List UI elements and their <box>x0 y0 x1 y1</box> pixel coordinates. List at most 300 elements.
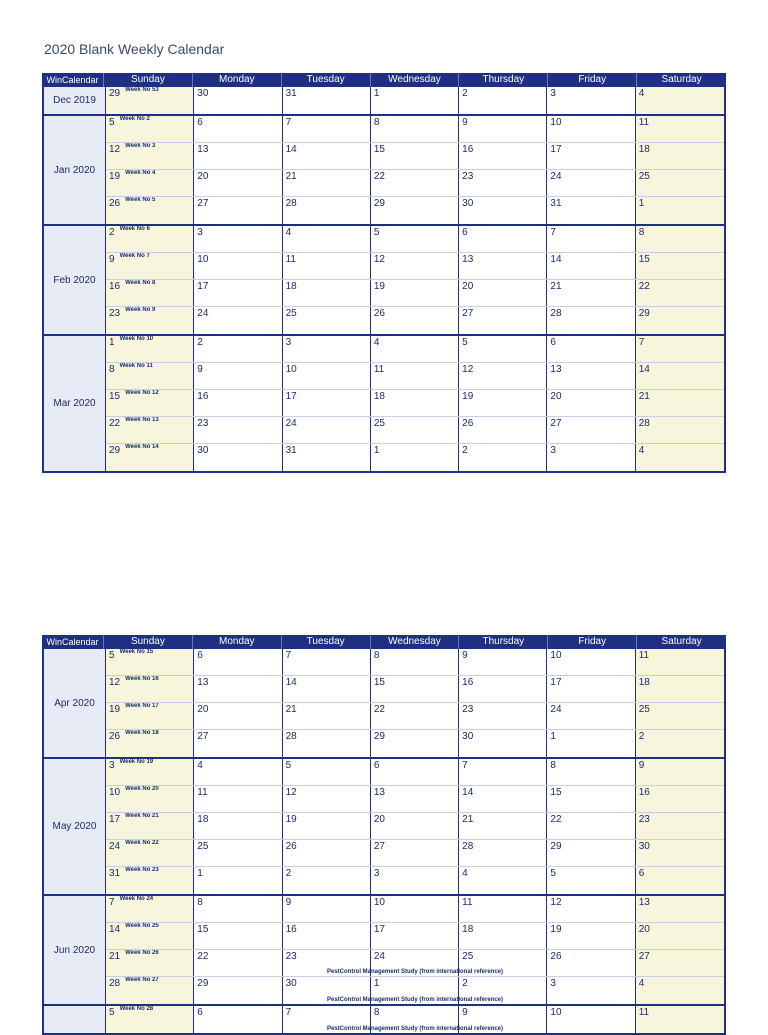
day-cell[interactable] <box>194 840 282 866</box>
day-cell[interactable] <box>106 676 194 702</box>
day-cell[interactable] <box>371 336 459 362</box>
day-cell[interactable] <box>547 170 635 196</box>
day-number: 22 <box>373 704 385 715</box>
day-number: 12 <box>462 364 474 375</box>
day-cell[interactable] <box>636 950 724 976</box>
day-cell[interactable] <box>547 840 635 866</box>
day-cell[interactable] <box>194 786 282 812</box>
day-cell[interactable] <box>106 336 194 362</box>
day-cell[interactable] <box>194 363 282 389</box>
day-number: 17 <box>550 677 562 688</box>
day-number: 28 <box>550 308 562 319</box>
day-cell[interactable] <box>459 253 547 279</box>
day-cell[interactable] <box>106 703 194 729</box>
day-cell[interactable] <box>194 336 282 362</box>
day-cell[interactable] <box>371 786 459 812</box>
day-cell[interactable] <box>459 676 547 702</box>
event-note: PestControl Management Study (from international reference) <box>326 1026 504 1032</box>
day-cell[interactable] <box>547 444 635 471</box>
day-cell[interactable] <box>194 977 282 1004</box>
day-number: 25 <box>638 171 650 182</box>
day-cell[interactable] <box>106 840 194 866</box>
day-cell[interactable] <box>106 923 194 949</box>
day-cell[interactable] <box>194 280 282 306</box>
day-number: 12 <box>109 144 121 155</box>
day-cell[interactable] <box>459 280 547 306</box>
day-cell[interactable] <box>459 867 547 894</box>
day-number: 23 <box>462 704 474 715</box>
day-cell[interactable] <box>283 896 371 922</box>
day-cell[interactable] <box>106 253 194 279</box>
day-cell[interactable] <box>371 1006 459 1033</box>
week-row <box>106 170 724 197</box>
day-cell[interactable] <box>371 896 459 922</box>
header-day-friday: Friday <box>548 73 637 87</box>
week-number-label: Week No 24 <box>119 896 154 902</box>
day-number: 27 <box>197 731 209 742</box>
day-number: 28 <box>109 978 121 989</box>
day-cell[interactable] <box>371 867 459 894</box>
day-cell[interactable] <box>194 197 282 224</box>
month-label: Mar 2020 <box>44 336 106 471</box>
day-cell[interactable] <box>371 226 459 252</box>
day-number: 31 <box>550 198 562 209</box>
day-cell[interactable] <box>636 896 724 922</box>
day-cell[interactable] <box>371 977 459 1004</box>
week-row <box>106 253 724 280</box>
day-number: 5 <box>109 1007 115 1018</box>
day-number: 8 <box>638 227 645 238</box>
day-cell[interactable] <box>547 417 635 443</box>
day-cell[interactable] <box>106 649 194 675</box>
day-number: 7 <box>109 897 115 908</box>
day-number: 16 <box>285 924 297 935</box>
day-cell[interactable] <box>636 703 724 729</box>
day-cell[interactable] <box>636 786 724 812</box>
day-cell[interactable] <box>459 226 547 252</box>
day-cell[interactable] <box>106 867 194 894</box>
day-cell[interactable] <box>371 170 459 196</box>
day-cell[interactable] <box>194 703 282 729</box>
day-cell[interactable] <box>371 87 459 114</box>
day-number: 21 <box>550 281 562 292</box>
day-number: 3 <box>550 445 556 456</box>
day-cell[interactable] <box>283 143 371 169</box>
day-cell[interactable] <box>547 923 635 949</box>
day-number: 14 <box>550 254 562 265</box>
day-cell[interactable] <box>459 730 547 757</box>
day-cell[interactable] <box>459 170 547 196</box>
day-cell[interactable] <box>636 197 724 224</box>
day-cell[interactable] <box>283 170 371 196</box>
day-cell[interactable] <box>194 116 282 142</box>
calendar-table-q2 <box>42 635 726 1035</box>
week-number-label: Week No 16 <box>125 676 159 682</box>
day-cell[interactable] <box>106 896 194 922</box>
month-block <box>42 226 726 336</box>
day-cell[interactable] <box>547 390 635 416</box>
day-cell[interactable] <box>194 226 282 252</box>
day-cell[interactable] <box>547 730 635 757</box>
day-cell[interactable] <box>459 703 547 729</box>
day-cell[interactable] <box>636 759 724 785</box>
day-number: 31 <box>109 868 121 879</box>
day-cell[interactable] <box>547 253 635 279</box>
day-number: 28 <box>285 198 297 209</box>
day-cell[interactable] <box>636 676 724 702</box>
day-cell[interactable] <box>459 444 547 471</box>
week-row <box>106 390 724 417</box>
day-number: 4 <box>638 88 645 99</box>
day-cell[interactable] <box>283 87 371 114</box>
day-number: 18 <box>285 281 297 292</box>
day-cell[interactable] <box>636 336 724 362</box>
day-cell[interactable] <box>459 143 547 169</box>
day-cell[interactable] <box>194 444 282 471</box>
day-cell[interactable] <box>459 307 547 334</box>
day-cell[interactable] <box>194 813 282 839</box>
day-cell[interactable] <box>283 197 371 224</box>
month-block <box>42 1006 726 1035</box>
day-number: 22 <box>197 951 209 962</box>
day-number: 18 <box>462 924 474 935</box>
week-number-label: Week No 7 <box>119 253 150 259</box>
day-cell[interactable] <box>459 840 547 866</box>
day-cell[interactable] <box>636 226 724 252</box>
week-row <box>106 444 724 471</box>
day-cell[interactable] <box>106 87 194 114</box>
day-cell[interactable] <box>459 649 547 675</box>
day-cell[interactable] <box>194 307 282 334</box>
week-row <box>106 977 724 1004</box>
day-cell[interactable] <box>283 444 371 471</box>
day-cell[interactable] <box>547 336 635 362</box>
day-cell[interactable] <box>371 813 459 839</box>
day-cell[interactable] <box>194 759 282 785</box>
day-cell[interactable] <box>371 363 459 389</box>
calendar-table-q1 <box>42 73 726 473</box>
day-cell[interactable] <box>459 759 547 785</box>
day-cell[interactable] <box>106 759 194 785</box>
day-cell[interactable] <box>283 390 371 416</box>
week-number-label: Week No 20 <box>125 786 159 792</box>
day-cell[interactable] <box>371 253 459 279</box>
month-block <box>42 116 726 226</box>
day-cell[interactable] <box>636 923 724 949</box>
day-number: 16 <box>197 391 209 402</box>
day-cell[interactable] <box>547 1006 635 1033</box>
day-cell[interactable] <box>194 950 282 976</box>
week-row <box>106 896 724 923</box>
day-cell[interactable] <box>283 253 371 279</box>
day-cell[interactable] <box>283 280 371 306</box>
day-number: 7 <box>285 1007 292 1018</box>
day-cell[interactable] <box>283 417 371 443</box>
day-cell[interactable] <box>283 786 371 812</box>
day-cell[interactable] <box>459 813 547 839</box>
week-number-label: Week No 2 <box>119 116 150 122</box>
day-number: 28 <box>285 731 297 742</box>
day-cell[interactable] <box>636 170 724 196</box>
day-number: 23 <box>285 951 297 962</box>
day-cell[interactable] <box>106 977 194 1004</box>
day-cell[interactable] <box>194 867 282 894</box>
day-number: 19 <box>109 171 121 182</box>
day-cell[interactable] <box>547 867 635 894</box>
day-number: 20 <box>462 281 474 292</box>
day-number: 30 <box>462 198 474 209</box>
day-cell[interactable] <box>371 950 459 976</box>
week-row <box>106 786 724 813</box>
day-cell[interactable] <box>194 87 282 114</box>
day-cell[interactable] <box>547 676 635 702</box>
day-cell[interactable] <box>371 649 459 675</box>
day-number: 4 <box>285 227 292 238</box>
day-cell[interactable] <box>459 87 547 114</box>
month-label: Dec 2019 <box>44 87 106 114</box>
day-cell[interactable] <box>194 923 282 949</box>
day-cell[interactable] <box>636 444 724 471</box>
day-cell[interactable] <box>283 336 371 362</box>
day-cell[interactable] <box>636 840 724 866</box>
day-cell[interactable] <box>194 676 282 702</box>
day-cell[interactable] <box>194 896 282 922</box>
day-number: 2 <box>638 731 645 742</box>
day-number: 16 <box>109 281 121 292</box>
month-label: May 2020 <box>44 759 106 894</box>
day-cell[interactable] <box>194 390 282 416</box>
day-cell[interactable] <box>636 143 724 169</box>
day-cell[interactable] <box>636 363 724 389</box>
day-number: 16 <box>462 144 474 155</box>
day-cell[interactable] <box>547 197 635 224</box>
day-cell[interactable] <box>459 977 547 1004</box>
day-cell[interactable] <box>371 923 459 949</box>
day-number: 15 <box>373 677 385 688</box>
day-cell[interactable] <box>459 116 547 142</box>
day-cell[interactable] <box>194 170 282 196</box>
day-cell[interactable] <box>106 730 194 757</box>
day-cell[interactable] <box>636 1006 724 1033</box>
day-cell[interactable] <box>459 786 547 812</box>
day-cell[interactable] <box>283 1006 371 1033</box>
month-block <box>42 896 726 1006</box>
day-cell[interactable] <box>194 417 282 443</box>
day-cell[interactable] <box>371 390 459 416</box>
day-number: 30 <box>197 445 209 456</box>
day-cell[interactable] <box>106 197 194 224</box>
day-cell[interactable] <box>194 143 282 169</box>
day-cell[interactable] <box>283 226 371 252</box>
day-cell[interactable] <box>194 253 282 279</box>
day-cell[interactable] <box>636 280 724 306</box>
day-cell[interactable] <box>459 1006 547 1033</box>
day-cell[interactable] <box>547 813 635 839</box>
day-number: 3 <box>550 978 556 989</box>
day-cell[interactable] <box>283 730 371 757</box>
day-number: 1 <box>197 868 203 879</box>
day-cell[interactable] <box>459 336 547 362</box>
day-cell[interactable] <box>106 417 194 443</box>
day-cell[interactable] <box>636 813 724 839</box>
day-cell[interactable] <box>371 280 459 306</box>
day-cell[interactable] <box>106 813 194 839</box>
day-cell[interactable] <box>547 649 635 675</box>
day-number: 13 <box>373 787 385 798</box>
day-cell[interactable] <box>371 730 459 757</box>
day-cell[interactable] <box>636 867 724 894</box>
day-number: 29 <box>197 978 209 989</box>
day-cell[interactable] <box>547 759 635 785</box>
day-number: 10 <box>197 254 209 265</box>
day-cell[interactable] <box>106 170 194 196</box>
day-cell[interactable] <box>106 444 194 471</box>
week-rows <box>106 87 724 114</box>
day-cell[interactable] <box>371 703 459 729</box>
day-number: 10 <box>550 1007 562 1018</box>
day-cell[interactable] <box>459 363 547 389</box>
day-cell[interactable] <box>636 116 724 142</box>
day-cell[interactable] <box>283 950 371 976</box>
week-rows <box>106 116 724 224</box>
day-cell[interactable] <box>547 950 635 976</box>
week-number-label: Week No 3 <box>125 143 156 149</box>
day-cell[interactable] <box>283 977 371 1004</box>
day-cell[interactable] <box>459 417 547 443</box>
day-cell[interactable] <box>283 759 371 785</box>
day-number: 28 <box>638 418 650 429</box>
week-number-label: Week No 26 <box>125 950 159 956</box>
day-number: 2 <box>109 227 115 238</box>
day-number: 24 <box>197 308 209 319</box>
day-cell[interactable] <box>547 363 635 389</box>
day-cell[interactable] <box>194 649 282 675</box>
day-cell[interactable] <box>636 390 724 416</box>
day-cell[interactable] <box>371 417 459 443</box>
day-cell[interactable] <box>547 143 635 169</box>
calendar-header <box>42 73 726 87</box>
month-label <box>44 1006 106 1033</box>
page-title: 2020 Blank Weekly Calendar <box>44 41 225 57</box>
day-number: 14 <box>109 924 121 935</box>
day-cell[interactable] <box>547 703 635 729</box>
day-cell[interactable] <box>636 307 724 334</box>
day-number: 10 <box>373 897 385 908</box>
day-number: 13 <box>638 897 650 908</box>
header-day-saturday: Saturday <box>661 636 702 647</box>
day-cell[interactable] <box>636 87 724 114</box>
day-number: 6 <box>197 1007 203 1018</box>
day-cell[interactable] <box>547 116 635 142</box>
day-cell[interactable] <box>371 116 459 142</box>
day-cell[interactable] <box>106 363 194 389</box>
day-number: 10 <box>550 117 562 128</box>
day-number: 20 <box>550 391 562 402</box>
day-cell[interactable] <box>106 280 194 306</box>
day-cell[interactable] <box>283 307 371 334</box>
day-cell[interactable] <box>547 786 635 812</box>
day-cell[interactable] <box>283 923 371 949</box>
day-cell[interactable] <box>459 896 547 922</box>
day-cell[interactable] <box>459 950 547 976</box>
day-cell[interactable] <box>371 840 459 866</box>
day-cell[interactable] <box>459 923 547 949</box>
day-number: 8 <box>373 117 380 128</box>
day-cell[interactable] <box>459 197 547 224</box>
day-number: 6 <box>462 227 468 238</box>
day-cell[interactable] <box>636 417 724 443</box>
day-cell[interactable] <box>547 226 635 252</box>
day-cell[interactable] <box>371 676 459 702</box>
day-cell[interactable] <box>106 390 194 416</box>
day-cell[interactable] <box>636 253 724 279</box>
day-cell[interactable] <box>547 87 635 114</box>
day-cell[interactable] <box>106 786 194 812</box>
day-cell[interactable] <box>106 307 194 334</box>
week-number-label: Week No 10 <box>119 336 154 342</box>
day-cell[interactable] <box>547 280 635 306</box>
day-cell[interactable] <box>371 197 459 224</box>
day-cell[interactable] <box>371 307 459 334</box>
day-number: 11 <box>638 1007 650 1018</box>
day-cell[interactable] <box>547 896 635 922</box>
day-cell[interactable] <box>371 759 459 785</box>
week-row <box>106 307 724 334</box>
day-cell[interactable] <box>194 1006 282 1033</box>
day-number: 8 <box>373 1007 380 1018</box>
day-cell[interactable] <box>459 390 547 416</box>
day-cell[interactable] <box>371 444 459 471</box>
week-row <box>106 867 724 894</box>
day-cell[interactable] <box>283 649 371 675</box>
day-cell[interactable] <box>106 143 194 169</box>
day-number: 24 <box>373 951 385 962</box>
day-cell[interactable] <box>106 116 194 142</box>
day-number: 8 <box>197 897 203 908</box>
month-block <box>42 759 726 896</box>
day-cell[interactable] <box>283 363 371 389</box>
day-cell[interactable] <box>547 977 635 1004</box>
week-row <box>106 676 724 703</box>
day-number: 20 <box>638 924 650 935</box>
day-cell[interactable] <box>106 950 194 976</box>
header-day-thursday: Thursday <box>459 635 548 649</box>
week-row <box>106 730 724 757</box>
day-cell[interactable] <box>106 226 194 252</box>
day-number: 21 <box>462 814 474 825</box>
day-number: 11 <box>373 364 385 375</box>
day-cell[interactable] <box>547 307 635 334</box>
day-cell[interactable] <box>283 703 371 729</box>
day-number: 29 <box>109 88 121 99</box>
day-cell[interactable] <box>194 730 282 757</box>
day-cell[interactable] <box>371 143 459 169</box>
day-cell[interactable] <box>106 1006 194 1033</box>
day-cell[interactable] <box>283 116 371 142</box>
day-cell[interactable] <box>636 977 724 1004</box>
day-cell[interactable] <box>283 840 371 866</box>
day-cell[interactable] <box>283 867 371 894</box>
day-cell[interactable] <box>283 813 371 839</box>
month-block <box>42 336 726 473</box>
day-number: 9 <box>285 897 292 908</box>
day-number: 3 <box>285 337 292 348</box>
week-row <box>106 923 724 950</box>
day-cell[interactable] <box>636 649 724 675</box>
week-row <box>106 840 724 867</box>
day-cell[interactable] <box>636 730 724 757</box>
day-cell[interactable] <box>283 676 371 702</box>
